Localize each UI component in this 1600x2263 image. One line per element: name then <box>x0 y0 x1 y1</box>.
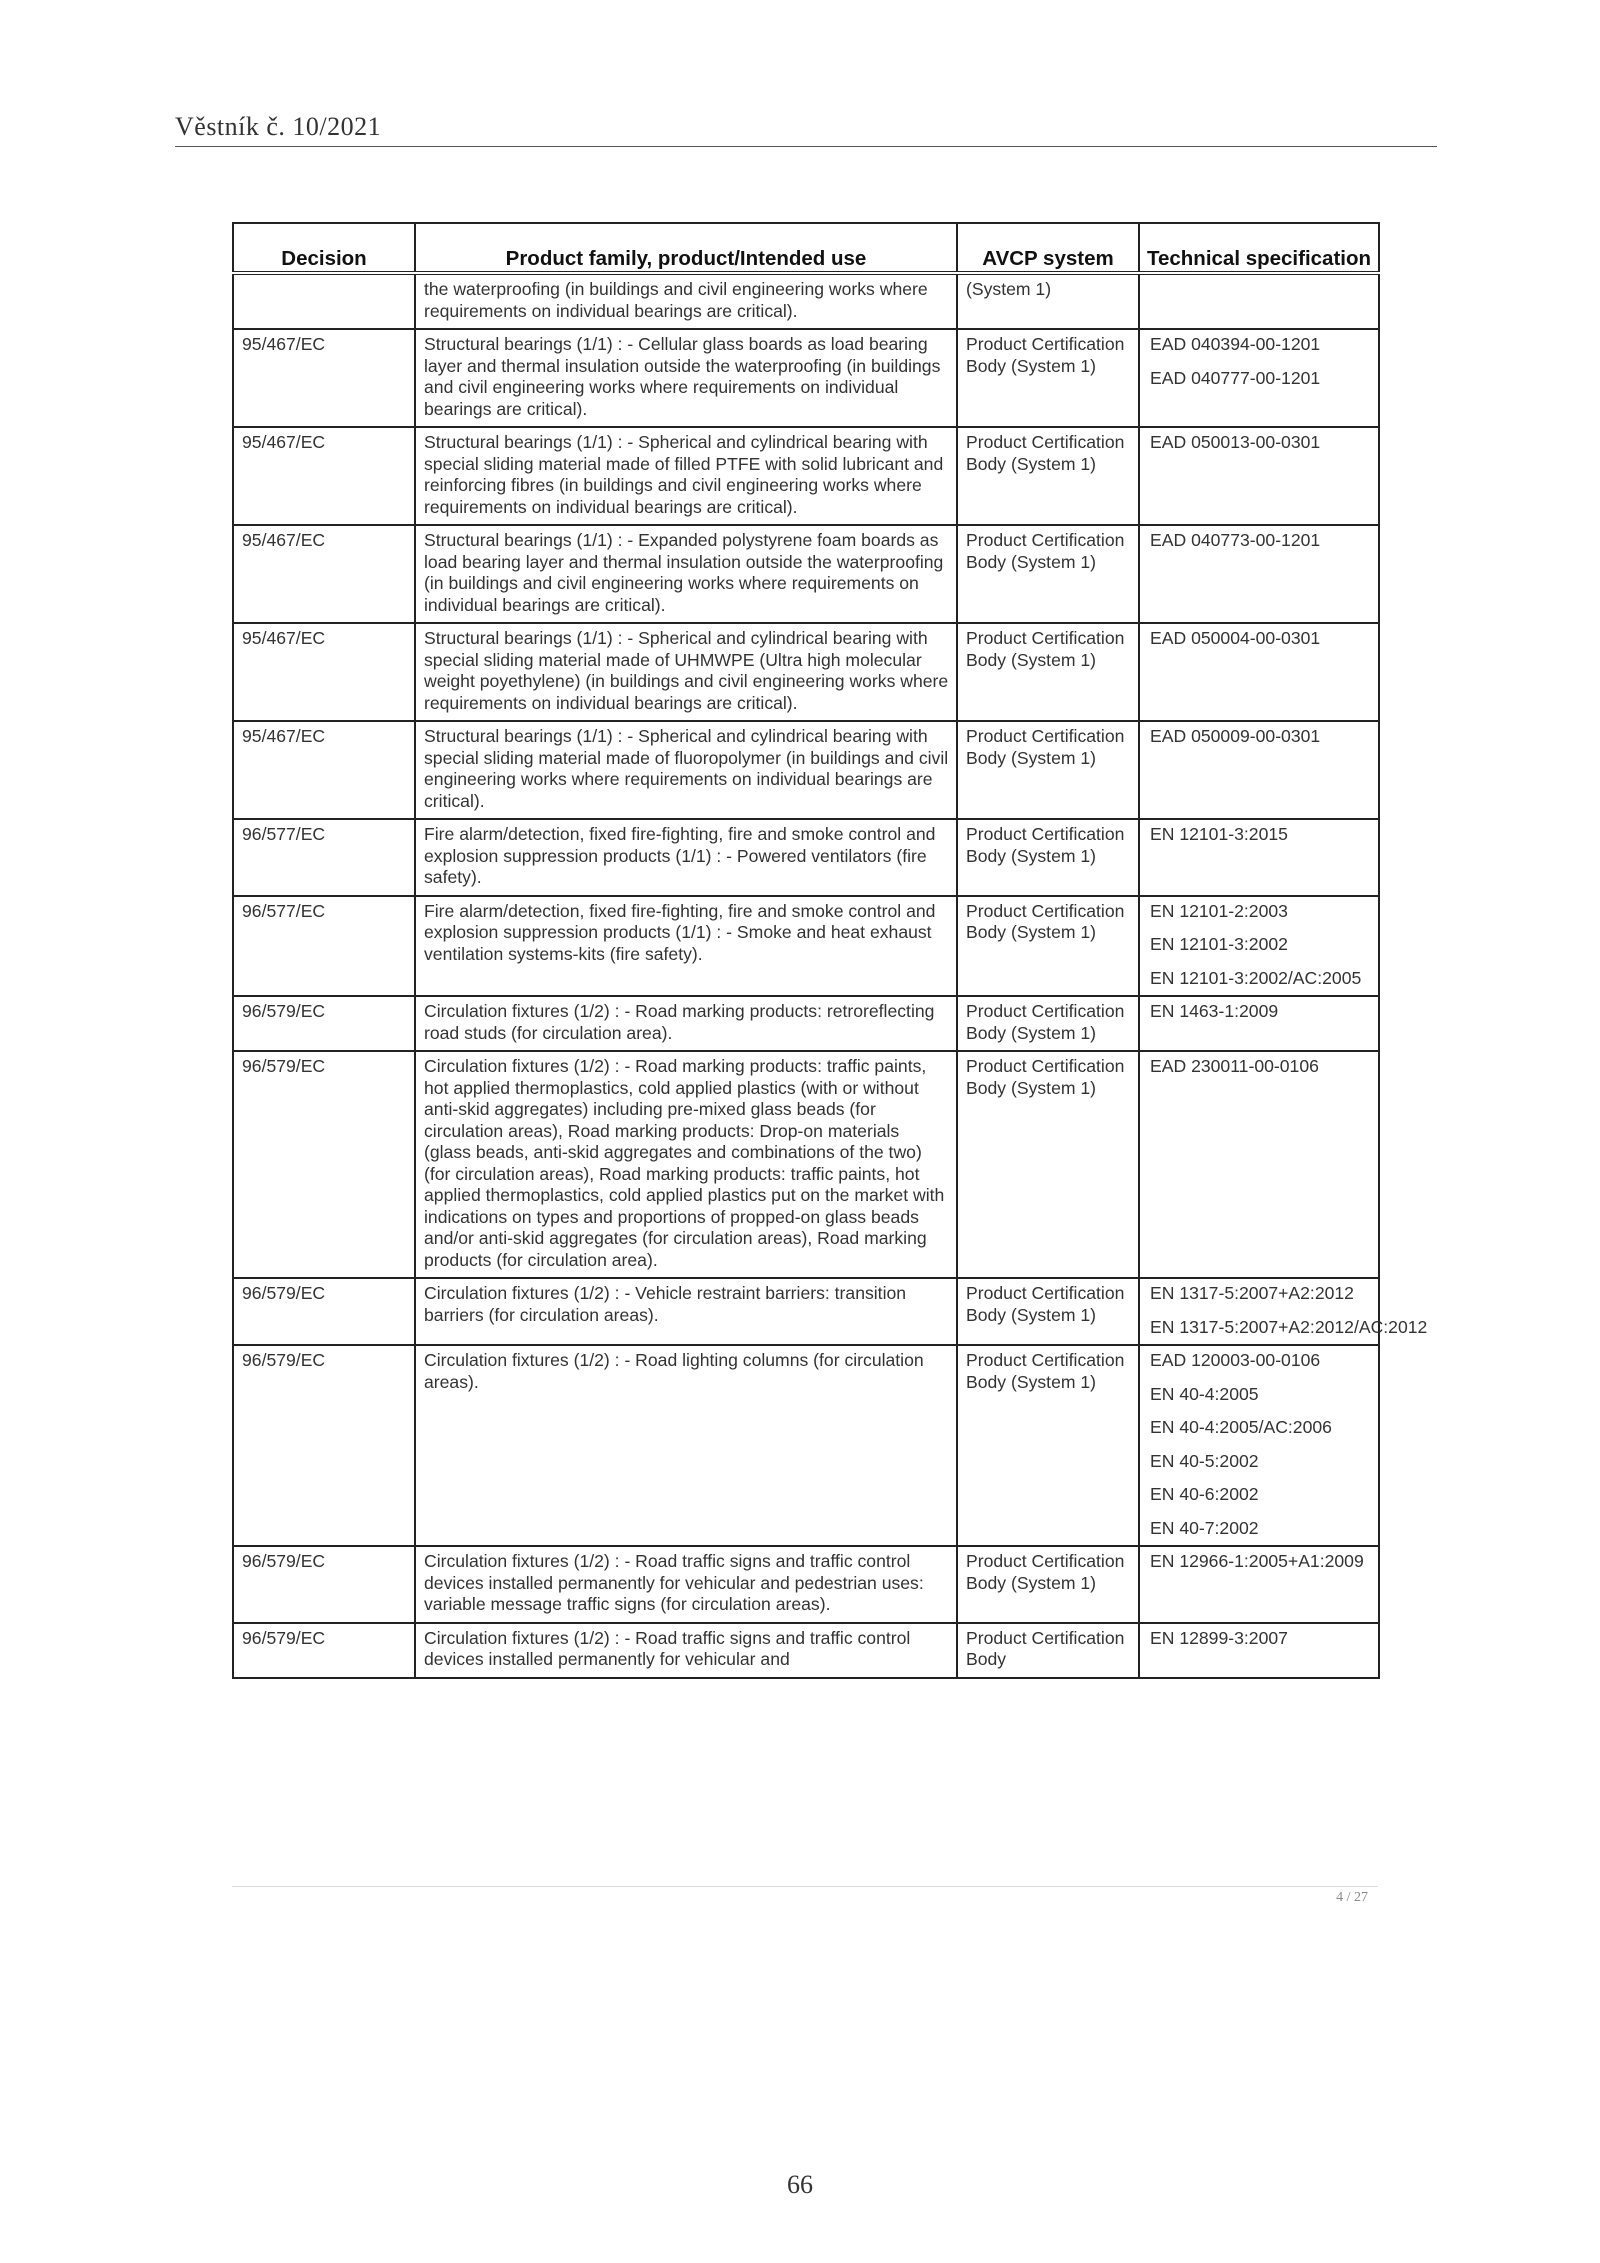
avcp-cell: Product Certification Body (System 1) <box>957 329 1139 427</box>
decision-cell: 95/467/EC <box>233 427 415 525</box>
technical-specification-cell <box>1139 329 1379 427</box>
technical-specification-cell <box>1139 273 1379 329</box>
avcp-cell: Product Certification Body <box>957 1623 1139 1678</box>
product-cell: Structural bearings (1/1) : - Expanded polystyrene foam boards as load bearing layer and thermal insulation outside the waterproofing (in buildings and civil engineering works where requirements on individual bearings are critical). <box>415 525 957 623</box>
decision-cell: 96/579/EC <box>233 1546 415 1623</box>
decision-cell: 95/467/EC <box>233 721 415 819</box>
table-row <box>233 329 1379 427</box>
product-cell: Circulation fixtures (1/2) : - Road traffic signs and traffic control devices installed permanently for vehicular and <box>415 1623 957 1678</box>
column-header-avcp: AVCP system <box>957 223 1139 273</box>
avcp-cell: Product Certification Body (System 1) <box>957 996 1139 1051</box>
header-divider <box>175 146 1437 147</box>
avcp-cell: Product Certification Body (System 1) <box>957 623 1139 721</box>
technical-specification-cell <box>1139 1051 1379 1278</box>
specification-item: EN 40-7:2002 <box>1150 1517 1259 1538</box>
specification-item: EAD 050009-00-0301 <box>1150 726 1321 746</box>
table-row <box>233 996 1379 1051</box>
decision-cell: 96/579/EC <box>233 996 415 1051</box>
table-row <box>233 1051 1379 1278</box>
specification-item: EN 40-5:2002 <box>1150 1450 1259 1471</box>
table-row <box>233 1546 1379 1623</box>
specification-item: EN 1317-5:2007+A2:2012 <box>1150 1283 1354 1303</box>
table-body <box>233 273 1428 1678</box>
specification-item: EN 12101-3:2002/AC:2005 <box>1150 967 1362 988</box>
certification-table <box>232 222 1428 1679</box>
specification-item: EN 12101-3:2002 <box>1150 934 1288 954</box>
avcp-cell: Product Certification Body (System 1) <box>957 721 1139 819</box>
product-cell: Structural bearings (1/1) : - Cellular glass boards as load bearing layer and thermal insulation outside the waterproofing (in buildings and civil engineering works where requirements on individual bearings are critical). <box>415 329 957 427</box>
specification-item: EN 40-4:2005/AC:2006 <box>1150 1417 1332 1437</box>
technical-specification-cell <box>1139 1623 1379 1678</box>
avcp-cell: Product Certification Body (System 1) <box>957 1051 1139 1278</box>
specification-item: EAD 040773-00-1201 <box>1150 530 1321 550</box>
specification-item: EAD 050004-00-0301 <box>1150 628 1321 648</box>
product-cell: Structural bearings (1/1) : - Spherical and cylindrical bearing with special sliding material made of fluoropolymer (in buildings and civil engineering works where requirements on individual bearings are critical). <box>415 721 957 819</box>
specification-item: EAD 120003-00-0106 <box>1150 1350 1321 1370</box>
decision-cell: 95/467/EC <box>233 623 415 721</box>
specification-item: EN 12899-3:2007 <box>1150 1627 1288 1648</box>
product-cell: Fire alarm/detection, fixed fire-fighting, fire and smoke control and explosion suppression products (1/1) : - Powered ventilators (fire safety). <box>415 819 957 896</box>
product-cell: Circulation fixtures (1/2) : - Road traffic signs and traffic control devices installed permanently for vehicular and pedestrian uses: variable message traffic signs (for circulation areas). <box>415 1546 957 1623</box>
table-row <box>233 819 1379 896</box>
technical-specification-cell <box>1139 623 1379 721</box>
product-cell: the waterproofing (in buildings and civil engineering works where requirements on individual bearings are critical). <box>415 273 957 329</box>
specification-item: EN 40-6:2002 <box>1150 1484 1259 1504</box>
technical-specification-cell <box>1139 1546 1379 1623</box>
avcp-cell: Product Certification Body (System 1) <box>957 1546 1139 1623</box>
decision-cell: 95/467/EC <box>233 329 415 427</box>
product-cell: Structural bearings (1/1) : - Spherical and cylindrical bearing with special sliding material made of UHMWPE (Ultra high molecular weight poyethylene) (in buildings and civil engineering works where requirements on individual bearings are critical). <box>415 623 957 721</box>
table-row <box>233 1623 1379 1678</box>
specification-item: EN 1317-5:2007+A2:2012/AC:2012 <box>1150 1316 1428 1337</box>
technical-specification-cell <box>1139 896 1379 997</box>
table-row <box>233 1278 1379 1345</box>
decision-cell: 96/577/EC <box>233 896 415 997</box>
avcp-cell: Product Certification Body (System 1) <box>957 427 1139 525</box>
decision-cell: 96/579/EC <box>233 1623 415 1678</box>
specification-item: EAD 040777-00-1201 <box>1150 367 1321 388</box>
product-cell: Circulation fixtures (1/2) : - Vehicle restraint barriers: transition barriers (for circulation areas). <box>415 1278 957 1345</box>
table-row <box>233 1345 1379 1546</box>
specification-item: EAD 040394-00-1201 <box>1150 334 1321 354</box>
product-cell: Circulation fixtures (1/2) : - Road marking products: retroreflecting road studs (for circulation area). <box>415 996 957 1051</box>
table-row <box>233 721 1379 819</box>
specification-item: EN 12101-2:2003 <box>1150 900 1288 921</box>
specification-item: EN 40-4:2005 <box>1150 1383 1259 1404</box>
avcp-cell: Product Certification Body (System 1) <box>957 896 1139 997</box>
specification-item: EAD 050013-00-0301 <box>1150 432 1321 452</box>
avcp-cell: (System 1) <box>957 273 1139 329</box>
sub-page-counter: 4 / 27 <box>1336 1890 1368 1905</box>
table-header-row <box>233 223 1379 273</box>
running-header: Věstník č. 10/2021 <box>175 112 382 141</box>
specification-item: EN 1463-1:2009 <box>1150 1001 1279 1021</box>
technical-specification-cell <box>1139 1278 1428 1345</box>
table-row <box>233 427 1379 525</box>
table-row <box>233 623 1379 721</box>
table-row <box>233 525 1379 623</box>
footer-divider <box>232 1886 1378 1887</box>
technical-specification-cell <box>1139 1345 1379 1546</box>
decision-cell: 95/467/EC <box>233 525 415 623</box>
specification-item: EN 12101-3:2015 <box>1150 824 1288 844</box>
specification-item: EN 12966-1:2005+A1:2009 <box>1150 1551 1364 1571</box>
product-cell: Circulation fixtures (1/2) : - Road lighting columns (for circulation areas). <box>415 1345 957 1546</box>
technical-specification-cell <box>1139 525 1379 623</box>
technical-specification-cell <box>1139 427 1379 525</box>
table-row <box>233 896 1379 997</box>
product-cell: Circulation fixtures (1/2) : - Road marking products: traffic paints, hot applied thermoplastics, cold applied plastics (with or without anti-skid aggregates) including pre-mixed glass beads (for circulation areas), Road marking products: Drop-on materials (glass beads, anti-skid aggregates and combinations of the two) (for circulation areas), Road marking products: traffic paints, hot applied thermoplastics, cold applied plastics put on the market with indications on types and proportions of propped-on glass beads and/or anti-skid aggregates (for circulation areas), Road marking products (for circulation area). <box>415 1051 957 1278</box>
avcp-cell: Product Certification Body (System 1) <box>957 1278 1139 1345</box>
avcp-cell: Product Certification Body (System 1) <box>957 525 1139 623</box>
column-header-technical-specification: Technical specification <box>1139 223 1379 273</box>
decision-cell: 96/579/EC <box>233 1051 415 1278</box>
product-cell: Structural bearings (1/1) : - Spherical and cylindrical bearing with special sliding material made of filled PTFE with solid lubricant and reinforcing fibres (in buildings and civil engineering works where requirements on individual bearings are critical). <box>415 427 957 525</box>
page-number: 66 <box>787 2170 813 2199</box>
decision-cell: 96/579/EC <box>233 1345 415 1546</box>
technical-specification-cell <box>1139 721 1379 819</box>
column-header-decision: Decision <box>233 223 415 273</box>
avcp-cell: Product Certification Body (System 1) <box>957 819 1139 896</box>
technical-specification-cell <box>1139 996 1379 1051</box>
decision-cell: 96/579/EC <box>233 1278 415 1345</box>
decision-cell: 96/577/EC <box>233 819 415 896</box>
product-cell: Fire alarm/detection, fixed fire-fighting, fire and smoke control and explosion suppression products (1/1) : - Smoke and heat exhaust ventilation systems-kits (fire safety). <box>415 896 957 997</box>
decision-cell <box>233 273 415 329</box>
specification-item: EAD 230011-00-0106 <box>1150 1056 1319 1076</box>
column-header-product: Product family, product/Intended use <box>415 223 957 273</box>
table-row <box>233 273 1379 329</box>
technical-specification-cell <box>1139 819 1379 896</box>
avcp-cell: Product Certification Body (System 1) <box>957 1345 1139 1546</box>
